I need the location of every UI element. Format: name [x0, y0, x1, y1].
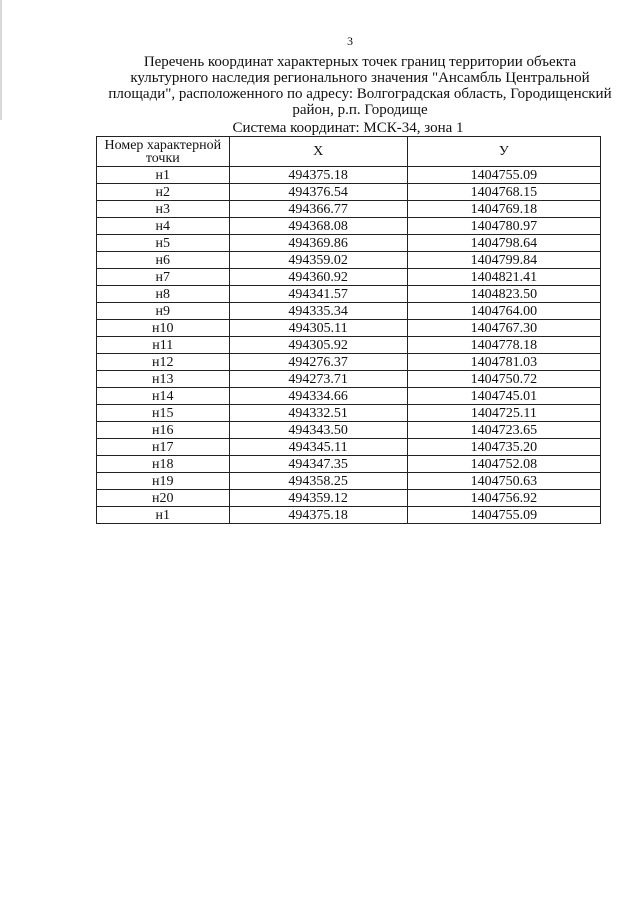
table-row	[97, 235, 601, 252]
page-number: 3	[347, 34, 353, 48]
y-cell-value: 1404745.01	[470, 388, 538, 404]
point-cell	[97, 218, 230, 235]
y-cell	[407, 320, 600, 337]
table-row	[97, 456, 601, 473]
table-row	[97, 388, 601, 405]
table-row	[97, 490, 601, 507]
table-row	[97, 286, 601, 303]
y-cell	[407, 388, 600, 405]
x-cell	[229, 252, 407, 269]
y-cell-value: 1404752.08	[470, 456, 538, 472]
x-cell-value: 494375.18	[288, 167, 348, 183]
point-cell	[97, 490, 230, 507]
point-cell-value: н20	[152, 490, 174, 506]
x-cell-value: 494332.51	[288, 405, 348, 421]
point-cell-value: н18	[152, 456, 174, 472]
x-cell-value: 494305.92	[288, 337, 348, 353]
y-cell-value: 1404821.41	[470, 269, 538, 285]
y-cell	[407, 405, 600, 422]
point-cell-value: н2	[155, 184, 171, 200]
point-cell	[97, 456, 230, 473]
y-cell	[407, 303, 600, 320]
coordinates-table	[96, 136, 601, 524]
table-row	[97, 201, 601, 218]
point-cell	[97, 439, 230, 456]
point-cell	[97, 388, 230, 405]
point-cell	[97, 303, 230, 320]
table-row	[97, 439, 601, 456]
point-cell-value: н15	[152, 405, 174, 421]
point-cell	[97, 405, 230, 422]
x-cell-value: 494359.12	[288, 490, 348, 506]
point-cell-value: н9	[155, 303, 171, 319]
y-cell	[407, 371, 600, 388]
y-cell	[407, 439, 600, 456]
point-cell-value: н3	[155, 201, 171, 217]
point-cell	[97, 286, 230, 303]
point-cell-value: н17	[152, 439, 174, 455]
point-cell-value: н6	[155, 252, 171, 268]
y-cell-value: 1404723.65	[470, 422, 538, 438]
point-cell	[97, 354, 230, 371]
point-cell-value: н12	[152, 354, 174, 370]
y-cell	[407, 184, 600, 201]
x-cell-value: 494335.34	[288, 303, 348, 319]
point-cell-value: н14	[152, 388, 174, 404]
y-cell-value: 1404756.92	[470, 490, 538, 506]
x-cell	[229, 184, 407, 201]
header-x: X	[229, 137, 407, 167]
x-cell-value: 494376.54	[288, 184, 348, 200]
title-line: культурного наследия регионального значения "Ансамбль Центральной	[130, 70, 590, 86]
x-cell-value: 494366.77	[288, 201, 348, 217]
x-cell	[229, 320, 407, 337]
x-cell-value: 494359.02	[288, 252, 348, 268]
y-cell	[407, 252, 600, 269]
point-cell-value: н7	[155, 269, 171, 285]
point-cell-value: н11	[152, 337, 174, 353]
y-cell	[407, 269, 600, 286]
y-cell-value: 1404755.09	[470, 507, 538, 523]
x-cell	[229, 303, 407, 320]
y-cell	[407, 235, 600, 252]
coordinate-system-caption: Система координат: МСК-34, зона 1	[232, 120, 464, 136]
title-line: площади", расположенного по адресу: Волгоградская область, Городищенский	[108, 86, 612, 102]
point-cell	[97, 269, 230, 286]
point-cell-value: н19	[152, 473, 174, 489]
x-cell	[229, 507, 407, 524]
x-cell-value: 494341.57	[288, 286, 348, 302]
point-cell	[97, 422, 230, 439]
x-cell-value: 494276.37	[288, 354, 348, 370]
x-cell-value: 494375.18	[288, 507, 348, 523]
y-cell-value: 1404799.84	[470, 252, 538, 268]
x-cell	[229, 337, 407, 354]
y-cell-value: 1404768.15	[470, 184, 538, 200]
y-cell	[407, 456, 600, 473]
x-cell-value: 494334.66	[288, 388, 348, 404]
x-cell	[229, 167, 407, 184]
point-cell-value: н8	[155, 286, 171, 302]
table-row	[97, 184, 601, 201]
y-cell	[407, 507, 600, 524]
point-cell	[97, 167, 230, 184]
y-cell-value: 1404780.97	[470, 218, 538, 234]
x-cell-value: 494358.25	[288, 473, 348, 489]
table-row	[97, 252, 601, 269]
table-row	[97, 473, 601, 490]
table-row	[97, 167, 601, 184]
x-cell-value: 494369.86	[288, 235, 348, 251]
point-cell	[97, 201, 230, 218]
x-cell	[229, 354, 407, 371]
x-cell	[229, 286, 407, 303]
point-cell	[97, 252, 230, 269]
document-title	[100, 54, 620, 118]
y-cell	[407, 286, 600, 303]
x-cell-value: 494343.50	[288, 422, 348, 438]
x-cell	[229, 201, 407, 218]
y-cell	[407, 490, 600, 507]
y-cell	[407, 473, 600, 490]
table-row	[97, 218, 601, 235]
x-cell	[229, 456, 407, 473]
x-cell	[229, 405, 407, 422]
x-cell	[229, 439, 407, 456]
header-y: У	[407, 137, 600, 167]
x-cell-value: 494347.35	[288, 456, 348, 472]
point-cell-value: н10	[152, 320, 174, 336]
y-cell	[407, 337, 600, 354]
x-cell-value: 494345.11	[288, 439, 348, 455]
y-cell-value: 1404735.20	[470, 439, 538, 455]
point-cell	[97, 507, 230, 524]
table-row	[97, 405, 601, 422]
header-point-number: Номер характерной точки	[97, 137, 230, 167]
point-cell	[97, 235, 230, 252]
point-cell	[97, 320, 230, 337]
x-cell-value: 494305.11	[288, 320, 348, 336]
y-cell-value: 1404769.18	[470, 201, 538, 217]
table-row	[97, 422, 601, 439]
y-cell-value: 1404750.63	[470, 473, 538, 489]
y-cell-value: 1404725.11	[470, 405, 537, 421]
table-row	[97, 320, 601, 337]
y-cell-value: 1404755.09	[470, 167, 538, 183]
y-cell-value: 1404781.03	[470, 354, 538, 370]
y-cell	[407, 218, 600, 235]
x-cell	[229, 388, 407, 405]
y-cell-value: 1404778.18	[470, 337, 538, 353]
y-cell	[407, 201, 600, 218]
point-cell	[97, 371, 230, 388]
y-cell-value: 1404798.64	[470, 235, 538, 251]
table-row	[97, 371, 601, 388]
y-cell-value: 1404767.30	[470, 320, 538, 336]
x-cell	[229, 490, 407, 507]
point-cell	[97, 337, 230, 354]
point-cell-value: н1	[155, 167, 171, 183]
table-row	[97, 507, 601, 524]
x-cell	[229, 422, 407, 439]
point-cell	[97, 184, 230, 201]
scan-edge-mark	[0, 0, 2, 120]
table-row	[97, 303, 601, 320]
y-cell	[407, 354, 600, 371]
y-cell-value: 1404764.00	[470, 303, 538, 319]
point-cell-value: н5	[155, 235, 171, 251]
point-cell-value: н16	[152, 422, 174, 438]
point-cell-value: н13	[152, 371, 174, 387]
table-row	[97, 337, 601, 354]
point-cell-value: н4	[155, 218, 171, 234]
table-body	[97, 167, 601, 524]
x-cell	[229, 473, 407, 490]
y-cell	[407, 167, 600, 184]
point-cell-value: н1	[155, 507, 171, 523]
title-line: Перечень координат характерных точек границ территории объекта	[143, 54, 577, 70]
x-cell	[229, 218, 407, 235]
y-cell	[407, 422, 600, 439]
table-header-row	[97, 137, 601, 167]
point-cell	[97, 473, 230, 490]
x-cell	[229, 371, 407, 388]
y-cell-value: 1404750.72	[470, 371, 538, 387]
table-row	[97, 269, 601, 286]
x-cell-value: 494368.08	[288, 218, 348, 234]
y-cell-value: 1404823.50	[470, 286, 538, 302]
x-cell-value: 494360.92	[288, 269, 348, 285]
x-cell	[229, 235, 407, 252]
x-cell-value: 494273.71	[288, 371, 348, 387]
table-row	[97, 354, 601, 371]
title-line: район, р.п. Городище	[292, 102, 428, 118]
x-cell	[229, 269, 407, 286]
